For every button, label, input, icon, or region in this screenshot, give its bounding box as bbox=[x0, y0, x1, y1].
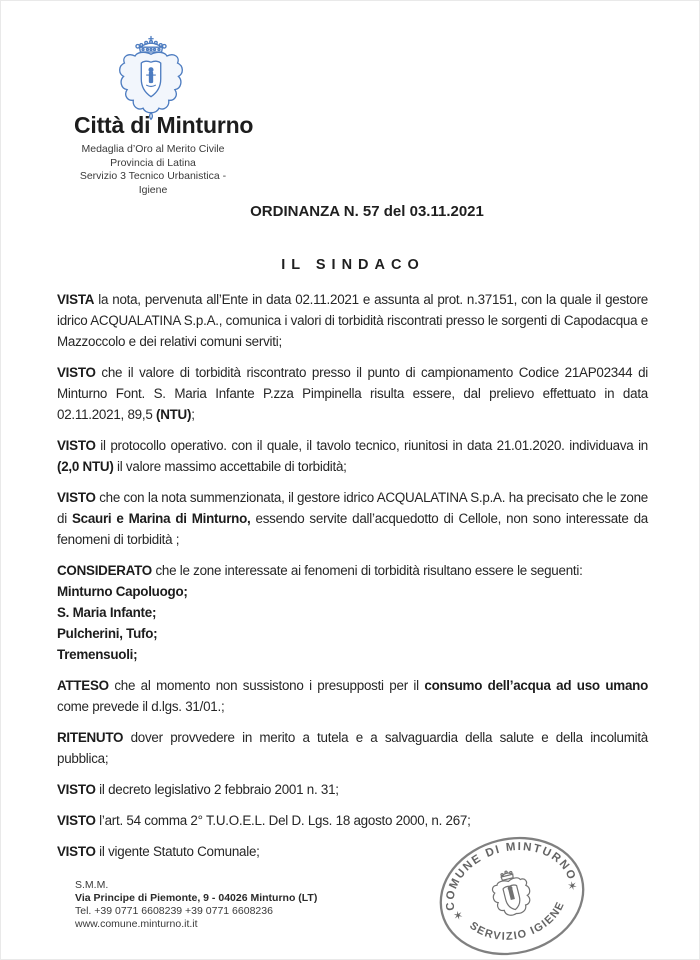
stamp-star-left-icon: ✶ bbox=[451, 907, 465, 924]
emphasis-text: VISTO bbox=[57, 438, 96, 453]
ordinance-title: ORDINANZA N. 57 del 03.11.2021 bbox=[250, 203, 484, 220]
subtitle-line-2: Provincia di Latina bbox=[110, 156, 196, 169]
body-text: il valore massimo accettabile di torbidità; bbox=[113, 459, 347, 474]
body-text: dover provvedere in merito a tutela e a salvaguardia della salute e della incolumità pubblica; bbox=[57, 730, 648, 766]
paragraph bbox=[57, 675, 648, 717]
paragraph bbox=[57, 362, 648, 425]
emphasis-text: VISTO bbox=[57, 813, 96, 828]
emphasis-text: (2,0 NTU) bbox=[57, 459, 114, 474]
body-text: che con la nota summenzionata, il gestore idrico ACQUALATINA S.p.A. ha precisato che le zone di bbox=[57, 490, 648, 526]
emphasis-text: RITENUTO bbox=[57, 730, 124, 745]
body-text: il vigente Statuto Comunale; bbox=[95, 844, 260, 859]
subtitle-line-1: Medaglia d’Oro al Merito Civile bbox=[81, 143, 225, 155]
emphasis-text: Minturno Capoluogo; bbox=[57, 584, 188, 599]
round-stamp-icon bbox=[424, 833, 600, 960]
stamp-svg bbox=[424, 833, 600, 960]
footer-website: www.comune.minturno.it.it bbox=[75, 918, 198, 930]
body-text: che il valore di torbidità riscontrato presso il punto di campionamento Codice 21AP02344 di Minturno Font. S. Maria Infante P.zza Pimpinella risulta essere, dal prelievo effettuato in data 02.11.2021, 89,5 bbox=[57, 365, 648, 422]
emphasis-text: VISTO bbox=[57, 782, 96, 797]
sindaco-heading: IL SINDACO bbox=[281, 257, 425, 273]
stamp-crest-icon bbox=[488, 867, 535, 919]
paragraph bbox=[57, 810, 648, 831]
emphasis-text: VISTO bbox=[57, 490, 96, 505]
letterhead-subtitle bbox=[72, 143, 234, 197]
emphasis-text: consumo dell’acqua ad uso umano bbox=[424, 678, 648, 693]
city-name: Città di Minturno bbox=[74, 112, 254, 138]
paragraph bbox=[57, 289, 648, 352]
paragraph bbox=[57, 435, 648, 477]
footer-phone: Tel. +39 0771 6608239 +39 0771 6608236 bbox=[75, 905, 273, 917]
body-text: il decreto legislativo 2 febbraio 2001 n. 31; bbox=[95, 782, 339, 797]
stamp-star-right-icon: ✶ bbox=[565, 878, 580, 895]
paragraph bbox=[57, 779, 648, 800]
emphasis-text: VISTO bbox=[57, 844, 96, 859]
body-text: ; bbox=[191, 407, 195, 422]
body-text: come prevede il d.lgs. 31/01.; bbox=[57, 699, 225, 714]
emphasis-text: ATTESO bbox=[57, 678, 109, 693]
paragraph bbox=[57, 727, 648, 769]
subtitle-line-3: Servizio 3 Tecnico Urbanistica - Igiene bbox=[79, 170, 227, 196]
body-text: che al momento non sussistono i presupposti per il bbox=[108, 678, 425, 693]
body-text: l’art. 54 comma 2° T.U.O.E.L. Del D. Lgs. 18 agosto 2000, n. 267; bbox=[95, 813, 471, 828]
stamp-bottom-text: SERVIZIO IGIENE bbox=[467, 899, 568, 943]
paragraph bbox=[57, 487, 648, 550]
emphasis-text: Pulcherini, Tufo; bbox=[57, 626, 158, 641]
emphasis-text: CONSIDERATO bbox=[57, 563, 152, 578]
body-text: il protocollo operativo. con il quale, il tavolo tecnico, riunitosi in data 21.01.2020. individuava in bbox=[95, 438, 648, 453]
paragraph bbox=[57, 560, 648, 665]
emphasis-text: VISTA bbox=[57, 292, 95, 307]
document-body bbox=[57, 289, 648, 872]
body-text: la nota, pervenuta all’Ente in data 02.11.2021 e assunta al prot. n.37151, con la quale il gestore idrico ACQUALATINA S.p.A., comunica i valori di torbidità riscontrati presso le sorgenti di Capodacqua e Mazzoccolo e dei relativi comuni serviti; bbox=[57, 292, 648, 349]
emphasis-text: VISTO bbox=[57, 365, 96, 380]
body-text: essendo servite dall’acquedotto di Cellole, non sono interessate da fenomeni di torbidità ; bbox=[57, 511, 648, 547]
stamp-top-text: COMUNE DI MINTURNO bbox=[444, 840, 578, 912]
footer-address: Via Principe di Piemonte, 9 - 04026 Minturno (LT) bbox=[75, 892, 318, 904]
emphasis-text: Scauri e Marina di Minturno, bbox=[71, 511, 251, 526]
emphasis-text: Tremensuoli; bbox=[57, 647, 138, 662]
body-text: che le zone interessate ai fenomeni di torbidità risultano essere le seguenti: bbox=[151, 563, 583, 578]
footer-initials: S.M.M. bbox=[75, 879, 109, 891]
footer-block bbox=[75, 879, 317, 931]
emphasis-text: S. Maria Infante; bbox=[57, 605, 157, 620]
emphasis-text: (NTU) bbox=[156, 407, 192, 422]
